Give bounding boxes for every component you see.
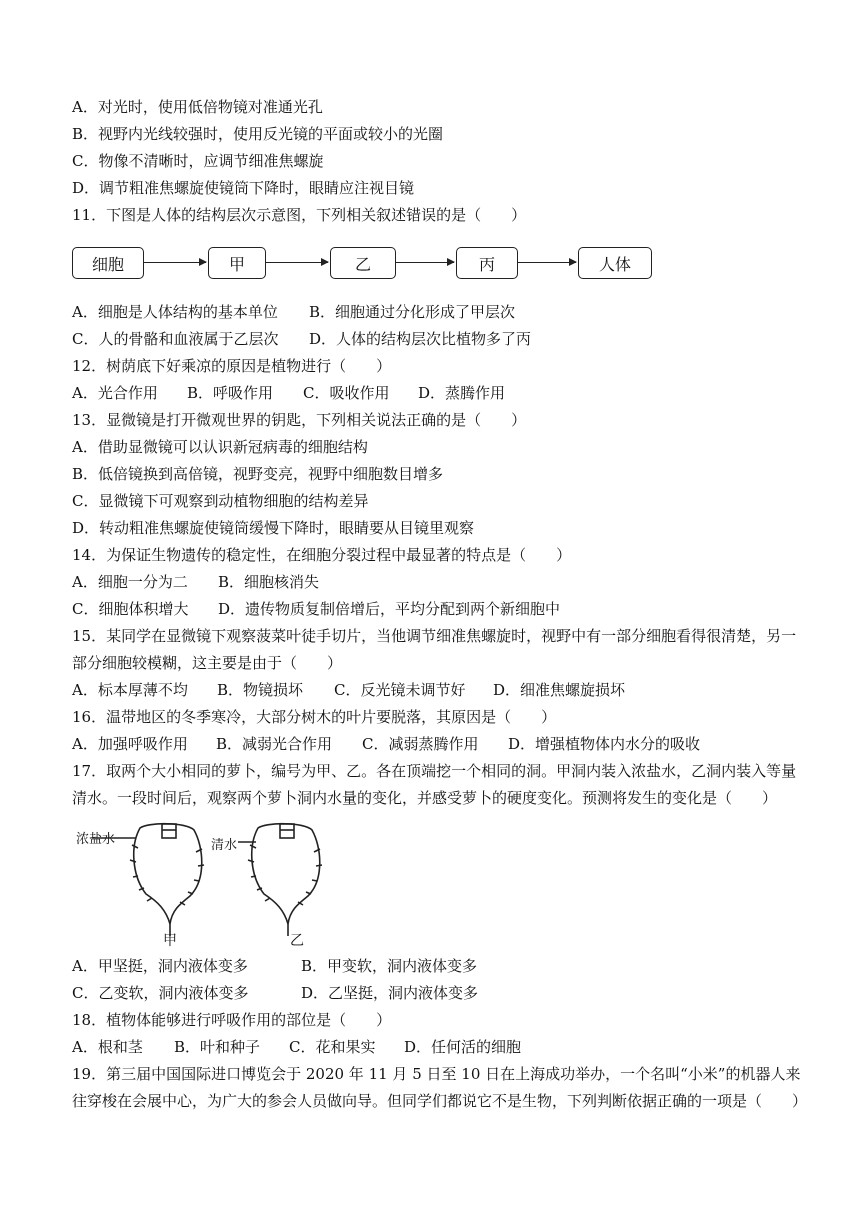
q17-option-b: B．甲变软，洞内液体变多: [301, 957, 478, 975]
q15-option-d: D．细准焦螺旋损坏: [493, 681, 626, 699]
q13-option-a: A．借助显微镜可以认识新冠病毒的细胞结构: [72, 438, 368, 456]
diagram-box-bing: 丙: [456, 247, 518, 279]
q10-option-a: A．对光时，使用低倍物镜对准通光孔: [72, 98, 323, 116]
diagram-box-human: 人体: [578, 247, 652, 279]
q13-stem: 13．显微镜是打开微观世界的钥匙，下列相关说法正确的是（ ）: [72, 411, 527, 429]
q16-option-d: D．增强植物体内水分的吸收: [508, 735, 701, 753]
q14-option-a: A．细胞一分为二: [72, 573, 188, 591]
diagram-arrow: [266, 262, 328, 263]
q10-option-b: B．视野内光线较强时，使用反光镜的平面或较小的光圈: [72, 125, 444, 143]
q14-option-d: D．遗传物质复制倍增后，平均分配到两个新细胞中: [218, 600, 561, 618]
q16-option-c: C．减弱蒸腾作用: [362, 735, 479, 753]
structure-level-diagram: [72, 245, 652, 285]
q15-options: [72, 680, 625, 700]
q16-options: [72, 734, 700, 754]
label-salt-water: 浓盐水: [76, 832, 116, 847]
q11-option-a: A．细胞是人体结构的基本单位: [72, 303, 278, 321]
q17-option-a: A．甲坚挺，洞内液体变多: [72, 957, 248, 975]
q13-option-c: C．显微镜下可观察到动植物细胞的结构差异: [72, 492, 369, 510]
q11-options-row2: [72, 329, 531, 349]
q19-stem-line2: 往穿梭在会展中心，为广大的参会人员做向导。但同学们都说它不是生物，下列判断依据正确的一项是（ ）: [72, 1092, 808, 1110]
q14-options-row2: [72, 599, 560, 619]
diagram-box-yi: 乙: [330, 247, 396, 279]
diagram-arrow: [144, 262, 206, 263]
radish-experiment-figure: [72, 818, 352, 950]
q15-stem-line1: 15．某同学在显微镜下观察菠菜叶徒手切片，当他调节细准焦螺旋时，视野中有一部分细胞看得很清楚，另一: [72, 627, 797, 645]
q19-stem-line1: 19．第三届中国国际进口博览会于 2020 年 11 月 5 日至 10 日在上海成功举办，一个名叫“小米”的机器人来: [72, 1065, 801, 1083]
caption-yi: 乙: [290, 933, 304, 949]
q12-option-a: A．光合作用: [72, 384, 158, 402]
q12-option-d: D．蒸腾作用: [418, 384, 506, 402]
q13-option-b: B．低倍镜换到高倍镜，视野变亮，视野中细胞数目增多: [72, 465, 444, 483]
q11-option-b: B．细胞通过分化形成了甲层次: [309, 303, 516, 321]
q13-option-d: D．转动粗准焦螺旋使镜筒缓慢下降时，眼睛要从目镜里观察: [72, 519, 475, 537]
q18-option-b: B．叶和种子: [174, 1038, 261, 1056]
q14-options-row1: [72, 572, 319, 592]
q12-stem: 12．树荫底下好乘凉的原因是植物进行（ ）: [72, 357, 392, 375]
q15-option-c: C．反光镜未调节好: [334, 681, 466, 699]
q14-stem: 14．为保证生物遗传的稳定性，在细胞分裂过程中最显著的特点是（ ）: [72, 546, 572, 564]
q12-option-b: B．呼吸作用: [187, 384, 274, 402]
diagram-arrow: [518, 262, 576, 263]
label-clear-water: 清水: [211, 838, 238, 853]
q12-option-c: C．吸收作用: [303, 384, 390, 402]
q17-stem-line2: 清水。一段时间后，观察两个萝卜洞内水量的变化，并感受萝卜的硬度变化。预测将发生的变化是（ ）: [72, 789, 778, 807]
q14-option-c: C．细胞体积增大: [72, 600, 189, 618]
q14-option-b: B．细胞核消失: [218, 573, 320, 591]
q17-option-d: D．乙坚挺，洞内液体变多: [301, 984, 479, 1002]
q15-option-a: A．标本厚薄不均: [72, 681, 188, 699]
diagram-arrow: [396, 262, 454, 263]
q18-stem: 18．植物体能够进行呼吸作用的部位是（ ）: [72, 1011, 392, 1029]
q16-option-a: A．加强呼吸作用: [72, 735, 188, 753]
q11-options-row1: [72, 302, 515, 322]
q17-options-row1: [72, 956, 477, 976]
q11-option-c: C．人的骨骼和血液属于乙层次: [72, 330, 279, 348]
q18-options: [72, 1037, 521, 1057]
q18-option-c: C．花和果实: [289, 1038, 376, 1056]
q17-stem-line1: 17．取两个大小相同的萝卜，编号为甲、乙。各在顶端挖一个相同的洞。甲洞内装入浓盐水，乙洞内装入等量: [72, 762, 797, 780]
caption-jia: 甲: [163, 933, 177, 949]
q11-stem: 11．下图是人体的结构层次示意图，下列相关叙述错误的是（ ）: [72, 206, 527, 224]
q17-options-row2: [72, 983, 478, 1003]
q11-option-d: D．人体的结构层次比植物多了丙: [309, 330, 532, 348]
q16-stem: 16．温带地区的冬季寒冷，大部分树木的叶片要脱落，其原因是（ ）: [72, 708, 557, 726]
q17-option-c: C．乙变软，洞内液体变多: [72, 984, 249, 1002]
radish-drawing: [72, 818, 352, 950]
q10-option-d: D．调节粗准焦螺旋使镜筒下降时，眼睛应注视目镜: [72, 179, 415, 197]
q15-option-b: B．物镜损坏: [217, 681, 304, 699]
q18-option-a: A．根和茎: [72, 1038, 143, 1056]
q16-option-b: B．减弱光合作用: [216, 735, 333, 753]
q10-option-c: C．物像不清晰时，应调节细准焦螺旋: [72, 152, 324, 170]
diagram-box-jia: 甲: [208, 247, 266, 279]
q12-options: [72, 383, 505, 403]
q18-option-d: D．任何活的细胞: [404, 1038, 522, 1056]
q15-stem-line2: 部分细胞较模糊，这主要是由于（ ）: [72, 654, 343, 672]
diagram-box-cell: 细胞: [72, 247, 144, 279]
